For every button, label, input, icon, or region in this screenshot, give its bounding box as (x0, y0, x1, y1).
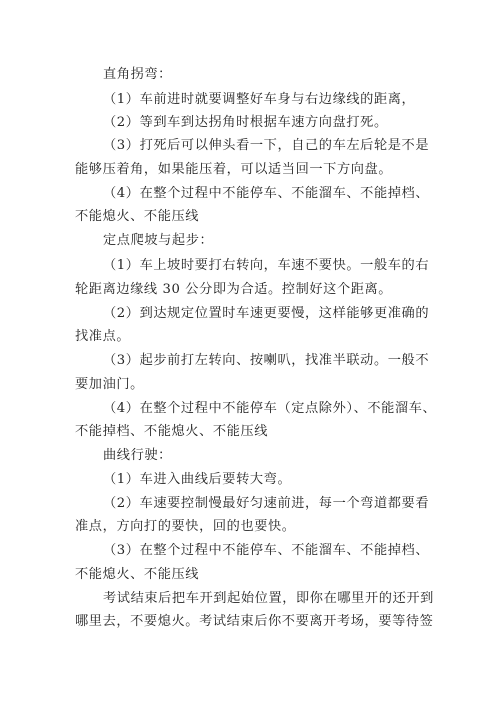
paragraph-line: 能够压着角，如果能压着，可以适当回一下方向盘。 (75, 162, 393, 177)
paragraph-line: 找准点。 (75, 329, 131, 344)
paragraph-line: （3）起步前打左转向、按喇叭，找准半联动。一般不 (103, 353, 430, 368)
paragraph-line: 不能掉档、不能熄火、不能压线 (75, 424, 269, 439)
paragraph-line: 不能熄火、不能压线 (75, 209, 200, 224)
section-heading-hill-start: 定点爬坡与起步： (103, 233, 214, 248)
paragraph-line: （2）等到车到达拐角时根据车速方向盘打死。 (103, 115, 388, 130)
paragraph-line: 轮距离边缘线 30 公分即为合适。控制好这个距离。 (75, 282, 393, 297)
paragraph-line: （2）车速要控制慢最好匀速前进，每一个弯道都要看 (103, 496, 430, 511)
paragraph-line: 考试结束后把车开到起始位置，即你在哪里开的还开到 (103, 591, 434, 606)
paragraph-line: （1）车上坡时要打右转向，车速不要快。一般车的右 (103, 258, 430, 273)
paragraph-line: （3）打死后可以伸头看一下，自己的车左后轮是不是 (103, 138, 430, 153)
paragraph-line: 准点，方向打的要快，回的也要快。 (75, 519, 296, 534)
section-heading-curve-driving: 曲线行驶： (103, 448, 172, 463)
section-heading-right-angle-turn: 直角拐弯： (103, 67, 172, 82)
paragraph-line: （4）在整个过程中不能停车（定点除外）、不能溜车、 (103, 401, 437, 416)
paragraph-line: （2）到达规定位置时车速更要慢，这样能够更准确的 (103, 306, 430, 321)
paragraph-line: 不能熄火、不能压线 (75, 567, 200, 582)
paragraph-line: 哪里去，不要熄火。考试结束后你不要离开考场，要等待签 (75, 614, 434, 629)
paragraph-line: （1）车前进时就要调整好车身与右边缘线的距离， (103, 92, 416, 107)
paragraph-line: 要加油门。 (75, 377, 144, 392)
paragraph-line: （1）车进入曲线后要转大弯。 (103, 472, 292, 487)
paragraph-line: （3）在整个过程中不能停车、不能溜车、不能掉档、 (103, 543, 430, 558)
paragraph-line: （4）在整个过程中不能停车、不能溜车、不能掉档、 (103, 186, 430, 201)
